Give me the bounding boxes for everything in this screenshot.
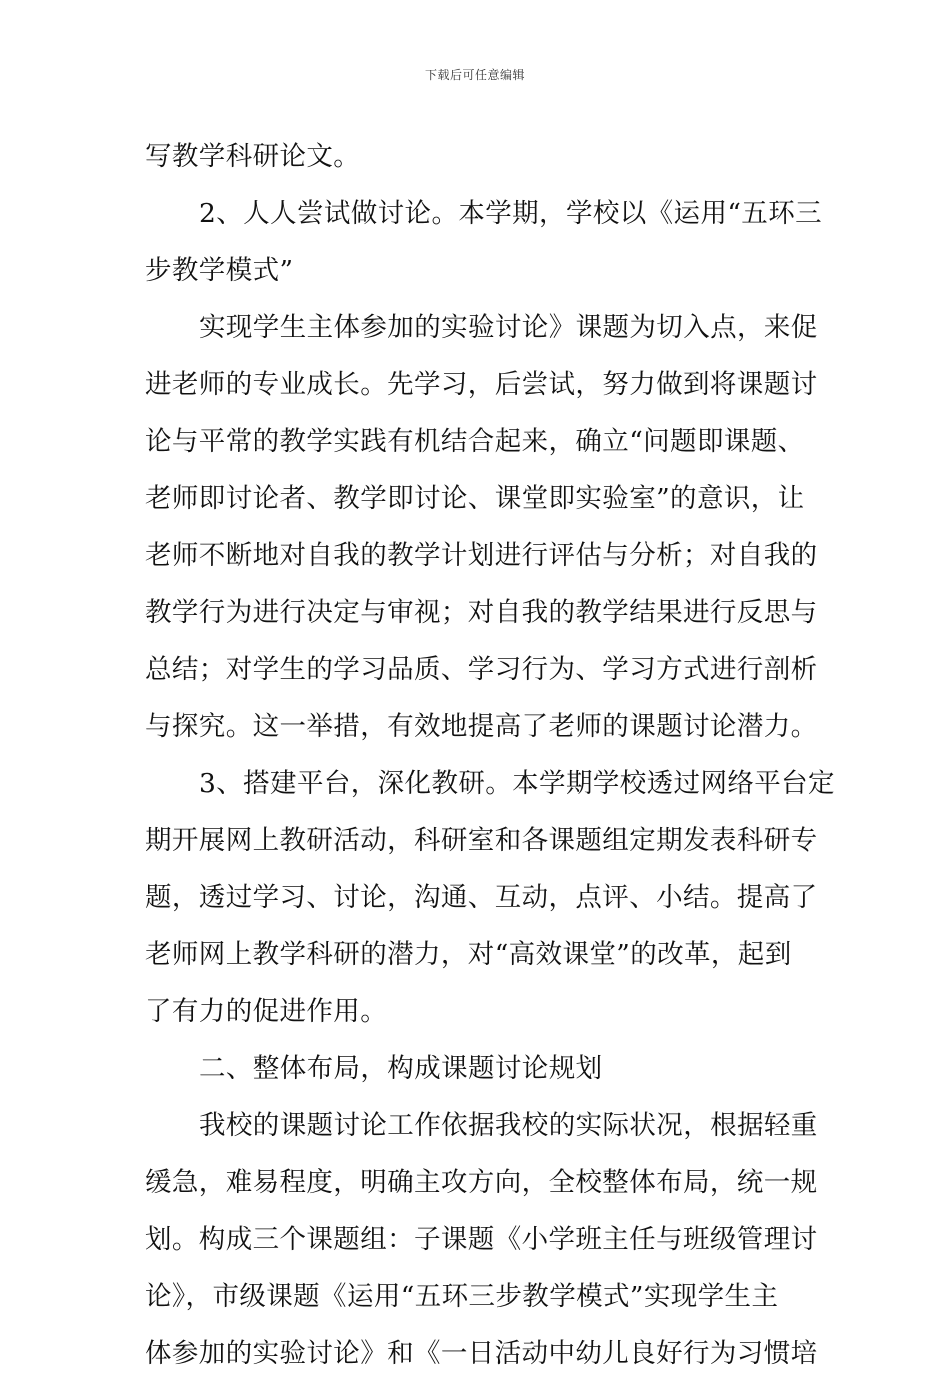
text-line: 与探究。这一举措，有效地提高了老师的课题讨论潜力。 bbox=[145, 711, 818, 742]
text-line: 步教学模式” bbox=[145, 255, 294, 286]
text-line: 2、人人尝试做讨论。本学期，学校以《运用“五环三 bbox=[199, 198, 823, 229]
document-body bbox=[145, 128, 835, 1382]
text-line: 了有力的促进作用。 bbox=[145, 996, 388, 1027]
text-line: 实现学生主体参加的实验讨论》课题为切入点，来促 bbox=[199, 312, 818, 343]
text-line: 进老师的专业成长。先学习，后尝试，努力做到将课题讨 bbox=[145, 369, 818, 400]
text-line: 论与平常的教学实践有机结合起来，确立“问题即课题、 bbox=[145, 426, 805, 457]
text-line: 我校的课题讨论工作依据我校的实际状况，根据轻重 bbox=[199, 1110, 818, 1141]
text-line: 老师即讨论者、教学即讨论、课堂即实验室”的意识，让 bbox=[145, 483, 805, 514]
text-line: 总结；对学生的学习品质、学习行为、学习方式进行剖析 bbox=[145, 654, 818, 685]
text-line: 老师不断地对自我的教学计划进行评估与分析；对自我的 bbox=[145, 540, 818, 571]
text-line: 题，透过学习、讨论，沟通、互动，点评、小结。提高了 bbox=[145, 882, 818, 913]
page-header: 下载后可任意编辑 bbox=[424, 68, 525, 82]
text-line: 论》，市级课题《运用“五环三步教学模式”实现学生主 bbox=[145, 1281, 779, 1312]
section-heading: 二、整体布局，构成课题讨论规划 bbox=[199, 1053, 603, 1084]
text-line: 老师网上教学科研的潜力，对“高效课堂”的改革，起到 bbox=[145, 939, 792, 970]
text-line: 体参加的实验讨论》和《一日活动中幼儿良好行为习惯培 bbox=[145, 1338, 818, 1369]
text-line: 教学行为进行决定与审视；对自我的教学结果进行反思与 bbox=[145, 597, 818, 628]
text-line: 缓急，难易程度，明确主攻方向，全校整体布局，统一规 bbox=[145, 1167, 818, 1198]
text-line: 3、搭建平台，深化教研。本学期学校透过网络平台定 bbox=[199, 768, 835, 799]
text-line: 写教学科研论文。 bbox=[145, 141, 361, 172]
text-line: 期开展网上教研活动，科研室和各课题组定期发表科研专 bbox=[145, 825, 818, 856]
text-line: 划。构成三个课题组：子课题《小学班主任与班级管理讨 bbox=[145, 1224, 818, 1255]
